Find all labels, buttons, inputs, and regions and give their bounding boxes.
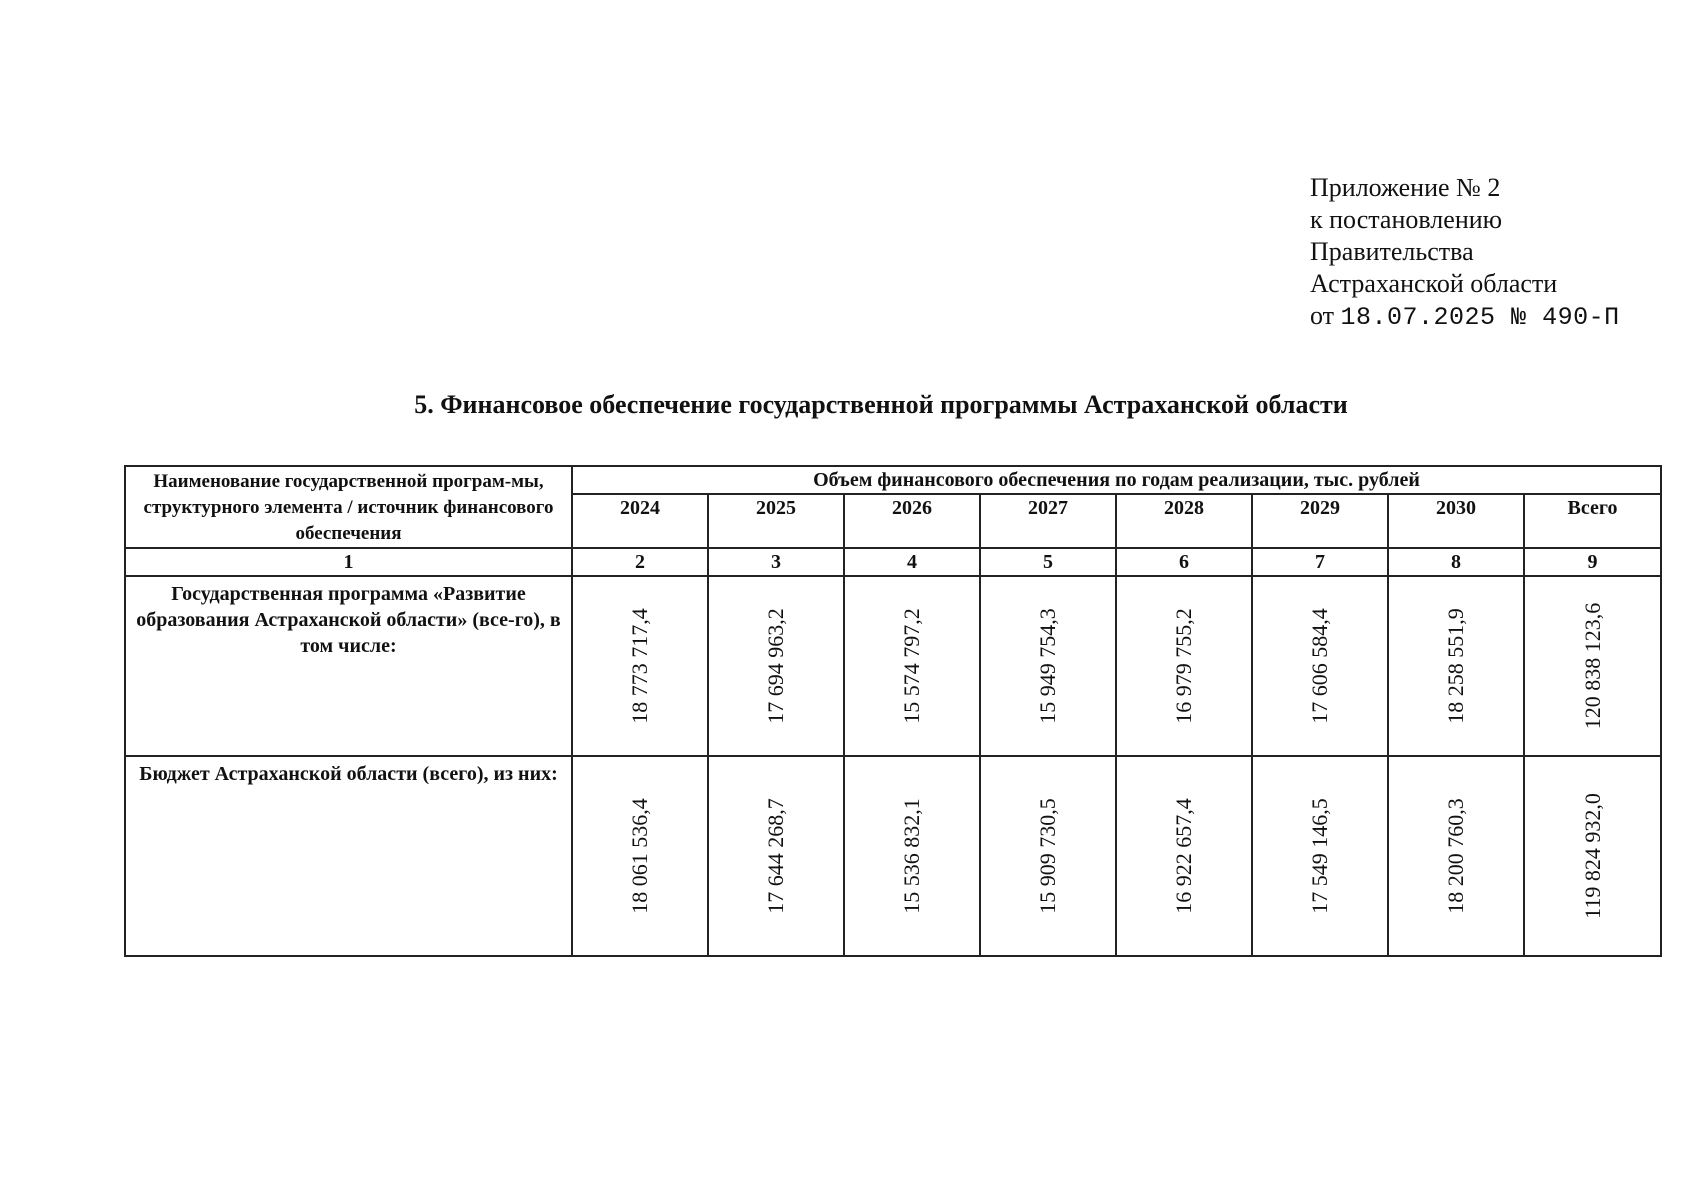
value-total: 120 838 123,6	[1579, 602, 1605, 730]
value-2030: 18 200 760,3	[1443, 798, 1468, 914]
column-number: 7	[1252, 548, 1388, 576]
table-row-program	[125, 576, 1661, 756]
value-cell	[1116, 576, 1252, 756]
value-total: 119 824 932,0	[1579, 793, 1605, 919]
value-2028: 16 979 755,2	[1171, 608, 1196, 724]
column-number: 6	[1116, 548, 1252, 576]
value-cell	[708, 576, 844, 756]
appendix-date-prefix: от	[1310, 301, 1335, 330]
value-2024: 18 773 717,4	[627, 608, 652, 724]
value-2026: 15 574 797,2	[899, 608, 924, 724]
value-2026: 15 536 832,1	[899, 798, 924, 914]
value-cell	[572, 576, 708, 756]
column-number: 1	[125, 548, 572, 576]
finance-table	[124, 465, 1662, 957]
header-year-2030: 2030	[1388, 494, 1524, 548]
value-2028: 16 922 657,4	[1171, 798, 1196, 914]
value-cell	[844, 756, 980, 956]
header-year-2027: 2027	[980, 494, 1116, 548]
column-number: 2	[572, 548, 708, 576]
document-title: 5. Финансовое обеспечение государственной программы Астраханской области	[414, 390, 1348, 419]
column-number: 3	[708, 548, 844, 576]
header-year-2028: 2028	[1116, 494, 1252, 548]
column-number-row	[125, 548, 1661, 576]
appendix-line-3: Правительства	[1310, 237, 1474, 266]
value-2024: 18 061 536,4	[627, 798, 652, 914]
header-year-2029: 2029	[1252, 494, 1388, 548]
value-2029: 17 549 146,5	[1307, 798, 1332, 914]
value-cell	[1524, 756, 1661, 956]
value-2027: 15 949 754,3	[1035, 608, 1060, 724]
column-number: 4	[844, 548, 980, 576]
column-number: 8	[1388, 548, 1524, 576]
value-cell	[572, 756, 708, 956]
value-cell	[1252, 756, 1388, 956]
header-name-cell: Наименование государственной програм-мы, структурного элемента / источник финансового обеспечения	[125, 466, 572, 548]
appendix-line-2: к постановлению	[1310, 205, 1503, 234]
header-year-2025: 2025	[708, 494, 844, 548]
row-label-program: Государственная программа «Развитие образования Астраханской области» (все-го), в том числе:	[125, 576, 572, 756]
table-row-budget	[125, 756, 1661, 956]
value-cell	[1116, 756, 1252, 956]
value-cell	[1524, 576, 1661, 756]
header-volume-cell: Объем финансового обеспечения по годам реализации, тыс. рублей	[572, 466, 1661, 494]
header-year-2024: 2024	[572, 494, 708, 548]
value-2030: 18 258 551,9	[1443, 608, 1468, 724]
column-number: 5	[980, 548, 1116, 576]
header-year-2026: 2026	[844, 494, 980, 548]
value-2025: 17 644 268,7	[763, 798, 788, 914]
row-label-budget: Бюджет Астраханской области (всего), из них:	[125, 756, 572, 956]
value-cell	[980, 576, 1116, 756]
appendix-block	[1310, 172, 1620, 334]
value-cell	[1388, 756, 1524, 956]
appendix-line-5	[1310, 300, 1620, 334]
value-2025: 17 694 963,2	[763, 608, 788, 724]
value-cell	[1252, 576, 1388, 756]
value-cell	[708, 756, 844, 956]
value-2027: 15 909 730,5	[1035, 798, 1060, 914]
appendix-date-number: 18.07.2025 № 490-П	[1340, 303, 1620, 332]
value-2029: 17 606 584,4	[1307, 608, 1332, 724]
finance-table-wrapper	[124, 465, 1660, 957]
value-cell	[980, 756, 1116, 956]
column-number: 9	[1524, 548, 1661, 576]
value-cell	[844, 576, 980, 756]
value-cell	[1388, 576, 1524, 756]
appendix-line-1: Приложение № 2	[1310, 173, 1501, 202]
header-total: Всего	[1524, 494, 1661, 548]
appendix-line-4: Астраханской области	[1310, 269, 1558, 298]
